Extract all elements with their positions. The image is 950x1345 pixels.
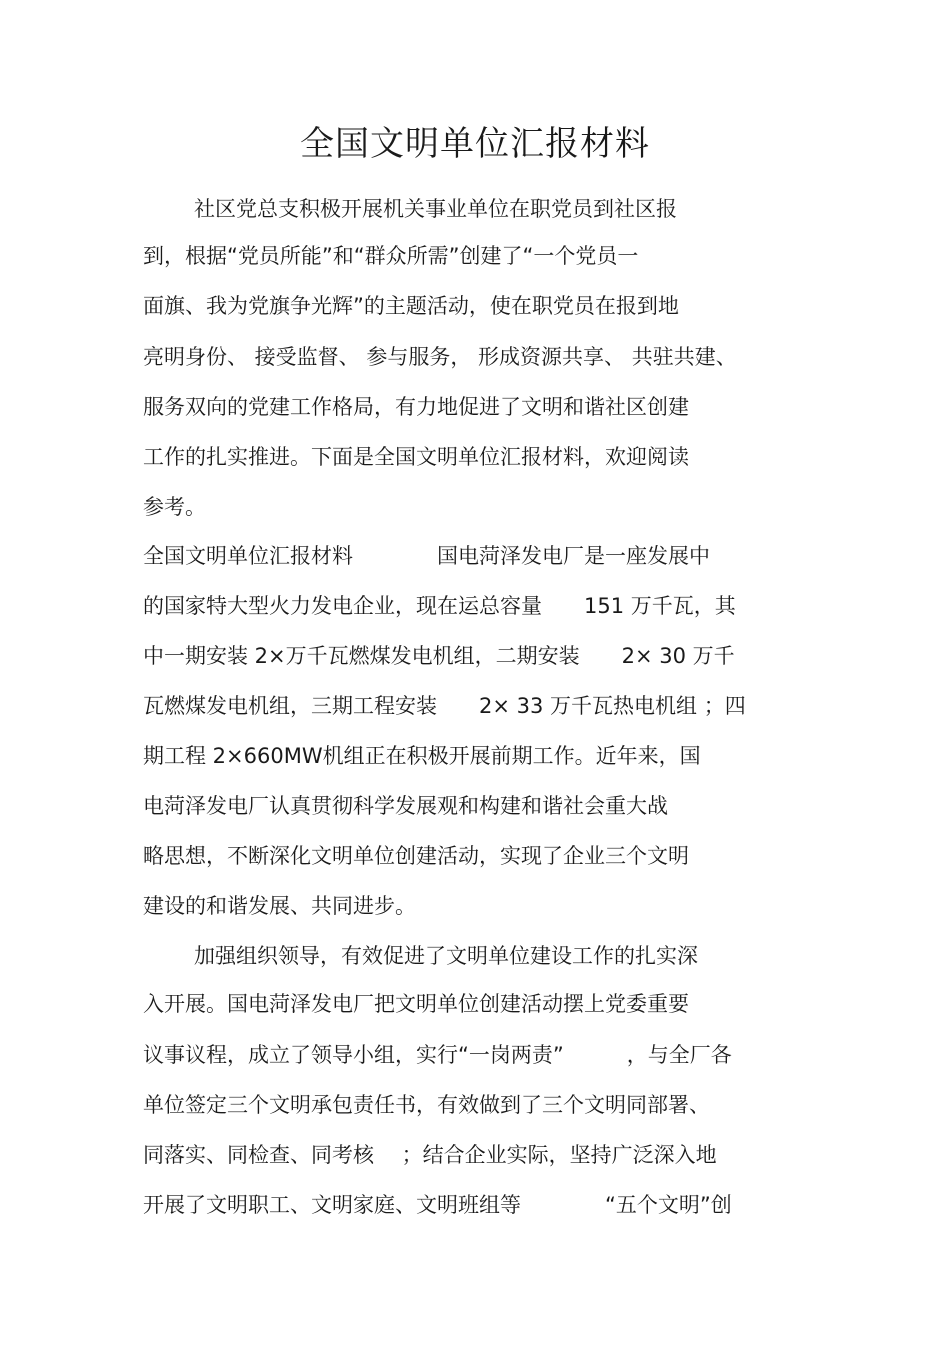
paragraph-line: 到，根据“党员所能”和“群众所需”创建了“一个党员一	[143, 244, 639, 268]
document-title: 全国文明单位汇报材料	[300, 124, 650, 164]
paragraph-line: 工作的扎实推进。下面是全国文明单位汇报材料，欢迎阅读	[143, 445, 689, 469]
paragraph-line: 开展了文明职工、文明家庭、文明班组等 “五个文明”创	[143, 1193, 732, 1217]
paragraph-line: 中一期安装 2×万千瓦燃煤发电机组，二期安装 2× 30 万千	[143, 644, 735, 668]
paragraph-line: 瓦燃煤发电机组，三期工程安装 2× 33 万千瓦热电机组 ；四	[143, 694, 746, 718]
paragraph-line: 略思想，不断深化文明单位创建活动，实现了企业三个文明	[143, 844, 689, 868]
paragraph-line: 社区党总支积极开展机关事业单位在职党员到社区报	[194, 197, 677, 221]
paragraph-line: 入开展。国电菏泽发电厂把文明单位创建活动摆上党委重要	[143, 992, 689, 1016]
paragraph-line: 单位签定三个文明承包责任书，有效做到了三个文明同部署、	[143, 1093, 710, 1117]
paragraph-line: 的国家特大型火力发电企业，现在运总容量 151 万千瓦，其	[143, 594, 736, 618]
paragraph-line: 议事议程，成立了领导小组，实行“一岗两责” ，与全厂各	[143, 1043, 732, 1067]
paragraph-line: 建设的和谐发展、共同进步。	[143, 894, 416, 918]
paragraph-line: 同落实、同检查、同考核 ；结合企业实际，坚持广泛深入地	[143, 1143, 717, 1167]
paragraph-line: 加强组织领导，有效促进了文明单位建设工作的扎实深	[194, 944, 698, 968]
paragraph-line: 参考。	[143, 495, 206, 519]
paragraph-line: 全国文明单位汇报材料 国电菏泽发电厂是一座发展中	[143, 544, 710, 568]
paragraph-line: 期工程 2×660MW机组正在积极开展前期工作。近年来，国	[143, 744, 701, 768]
paragraph-line: 服务双向的党建工作格局，有力地促进了文明和谐社区创建	[143, 395, 689, 419]
paragraph-line: 电菏泽发电厂认真贯彻科学发展观和构建和谐社会重大战	[143, 794, 668, 818]
paragraph-line: 面旗、我为党旗争光辉”的主题活动，使在职党员在报到地	[143, 294, 679, 318]
paragraph-line: 亮明身份、 接受监督、 参与服务， 形成资源共享、 共驻共建、	[143, 345, 737, 369]
